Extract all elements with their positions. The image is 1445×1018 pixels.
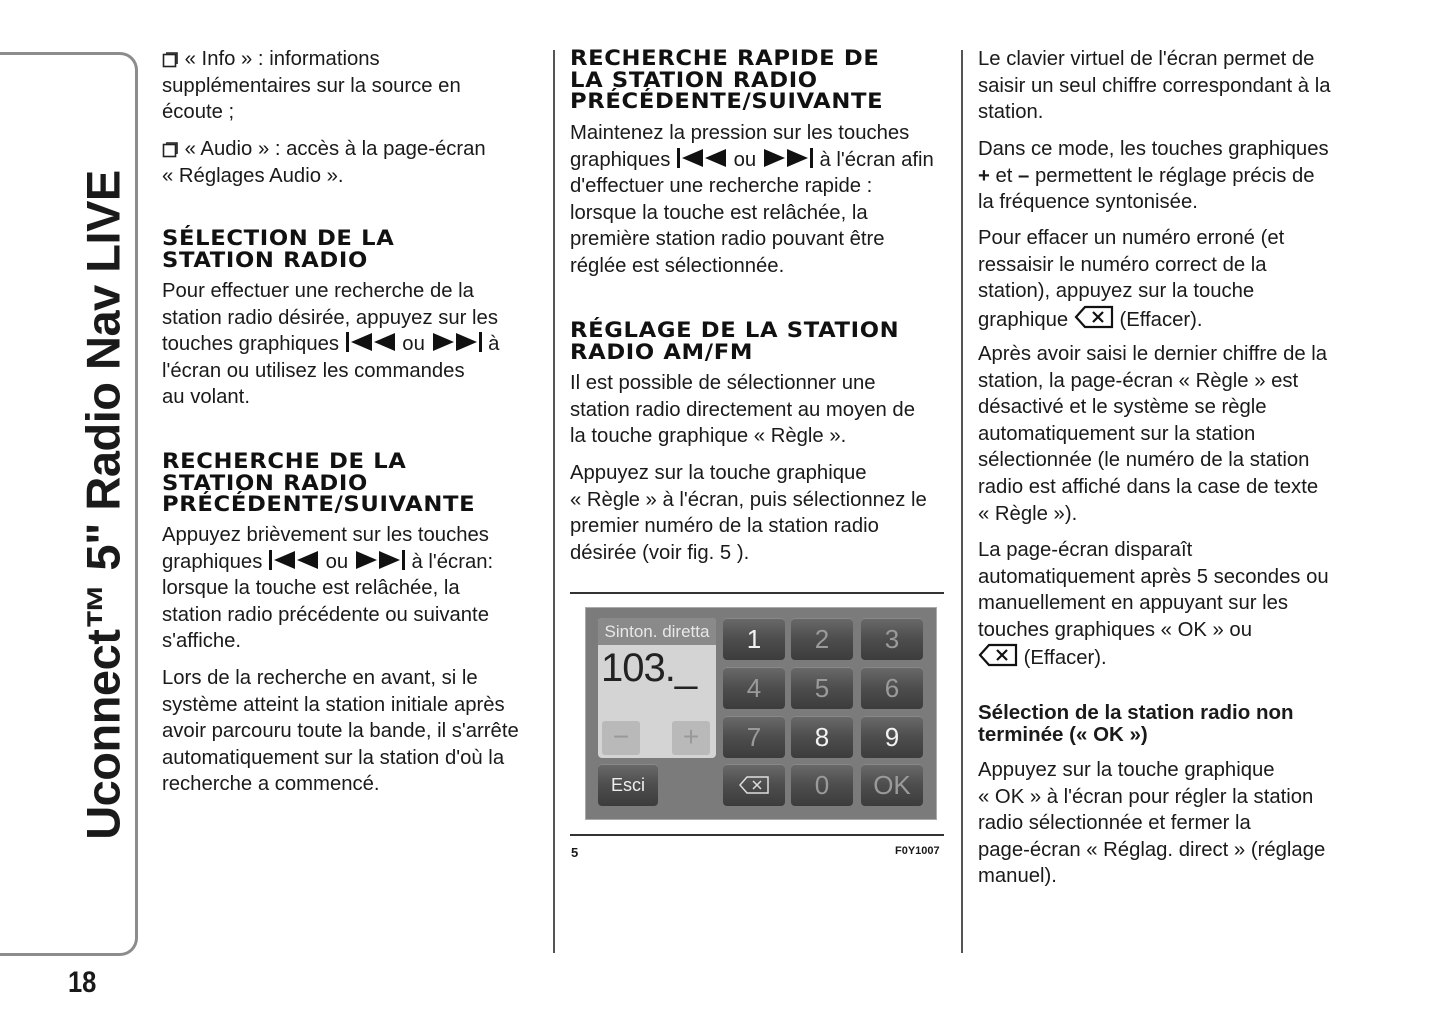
- backspace-key[interactable]: [723, 764, 785, 806]
- key-4[interactable]: 4: [723, 667, 785, 709]
- key-9[interactable]: 9: [861, 716, 923, 758]
- figure-code: F0Y1007: [895, 845, 940, 857]
- backspace-icon: [739, 776, 769, 794]
- next-track-icon: [431, 331, 483, 353]
- subheading: Sélection de la station radio non terminée (« OK »): [978, 701, 1294, 746]
- figure-rule: [570, 834, 944, 836]
- paragraph: Pour effectuer une recherche de la station radio désirée, appuyez sur les touches graphiques ou à l'écran ou utilisez les commandes au volant.: [162, 280, 500, 409]
- key-0[interactable]: 0: [791, 764, 853, 806]
- checkbox-bullet-icon: [162, 141, 179, 158]
- exit-button[interactable]: Esci: [598, 764, 658, 806]
- ok-key[interactable]: OK: [861, 764, 923, 806]
- key-8[interactable]: 8: [791, 716, 853, 758]
- key-5[interactable]: 5: [791, 667, 853, 709]
- paragraph: Pour effacer un numéro erroné (et ressaisir le numéro correct de la station), appuyez sur la touche graphique (Effacer).: [978, 227, 1285, 331]
- backspace-icon: [978, 643, 1018, 667]
- paragraph: Appuyez sur la touche graphique « Règle » à l'écran, puis sélectionnez le premier numéro de la station radio désirée (voir fig. 5 ).: [570, 462, 927, 564]
- column-divider: [961, 50, 963, 953]
- paragraph: Appuyez brièvement sur les touches graphiques ou à l'écran: lorsque la touche est relâchée, la station radio précédente ou suivante s'affiche.: [162, 524, 494, 653]
- next-track-icon: [354, 549, 406, 571]
- plus-button[interactable]: +: [672, 721, 710, 755]
- paragraph: Appuyez sur la touche graphique « OK » à l'écran pour régler la station radio sélectionnée et fermer la page-écran « Réglag. direct » (réglage manuel).: [978, 759, 1326, 888]
- key-3[interactable]: 3: [861, 618, 923, 660]
- frequency-value: 103._: [601, 646, 697, 690]
- section-heading: RÉGLAGE DE LA STATION RADIO AM/FM: [570, 318, 900, 364]
- paragraph: Après avoir saisi le dernier chiffre de la station, la page-écran « Règle » est désactivé et le système se règle automatiquement sur la station sélectionnée (le numéro de la station radio est affiché dans la case de texte « Règle »).: [978, 343, 1328, 525]
- section-heading: SÉLECTION DE LA STATION RADIO: [162, 226, 395, 272]
- bullet-info: « Info » : informations supplémentaires sur la source en écoute ;: [162, 48, 461, 124]
- key-7[interactable]: 7: [723, 716, 785, 758]
- key-2[interactable]: 2: [791, 618, 853, 660]
- figure-number: 5: [571, 845, 579, 860]
- bullet-audio: « Audio » : accès à la page-écran « Réglages Audio ».: [162, 138, 486, 187]
- previous-track-icon: [676, 147, 728, 169]
- figure-keypad-screen: [585, 607, 937, 820]
- paragraph: Le clavier virtuel de l'écran permet de saisir un seul chiffre correspondant à la station.: [978, 48, 1331, 124]
- section-heading: RECHERCHE DE LA STATION RADIO PRÉCÉDENTE/SUIVANTE: [162, 449, 476, 516]
- previous-track-icon: [345, 331, 397, 353]
- minus-button[interactable]: −: [602, 721, 640, 755]
- section-heading: RECHERCHE RAPIDE DE LA STATION RADIO PRÉCÉDENTE/SUIVANTE: [570, 46, 884, 113]
- panel-title: Sinton. diretta: [598, 618, 716, 645]
- paragraph: Il est possible de sélectionner une station radio directement au moyen de la touche graphique « Règle ».: [570, 372, 915, 448]
- paragraph: Maintenez la pression sur les touches graphiques ou à l'écran afin d'effectuer une recherche rapide : lorsque la touche est relâchée, la première station radio pouvant être réglée est sélectionnée.: [570, 122, 934, 277]
- checkbox-bullet-icon: [162, 51, 179, 68]
- direct-tuning-panel: [598, 618, 716, 758]
- chapter-title: Uconnect™ 5" Radio Nav LIVE: [76, 170, 130, 840]
- key-1[interactable]: 1: [723, 618, 785, 660]
- backspace-icon: [1074, 305, 1114, 329]
- paragraph: Lors de la recherche en avant, si le système atteint la station initiale après avoir parcouru toute la bande, il s'arrête automatiquement sur la station d'où la recherche a commencé.: [162, 667, 519, 796]
- paragraph: La page-écran disparaît automatiquement après 5 secondes ou manuellement en appuyant sur les touches graphiques « OK » ou (Effacer).: [978, 539, 1329, 670]
- paragraph: Dans ce mode, les touches graphiques + et – permettent le réglage précis de la fréquence syntonisée.: [978, 138, 1329, 214]
- figure-rule: [570, 592, 944, 594]
- key-6[interactable]: 6: [861, 667, 923, 709]
- column-divider: [553, 50, 555, 953]
- page-number: 18: [68, 966, 97, 999]
- next-track-icon: [762, 147, 814, 169]
- previous-track-icon: [268, 549, 320, 571]
